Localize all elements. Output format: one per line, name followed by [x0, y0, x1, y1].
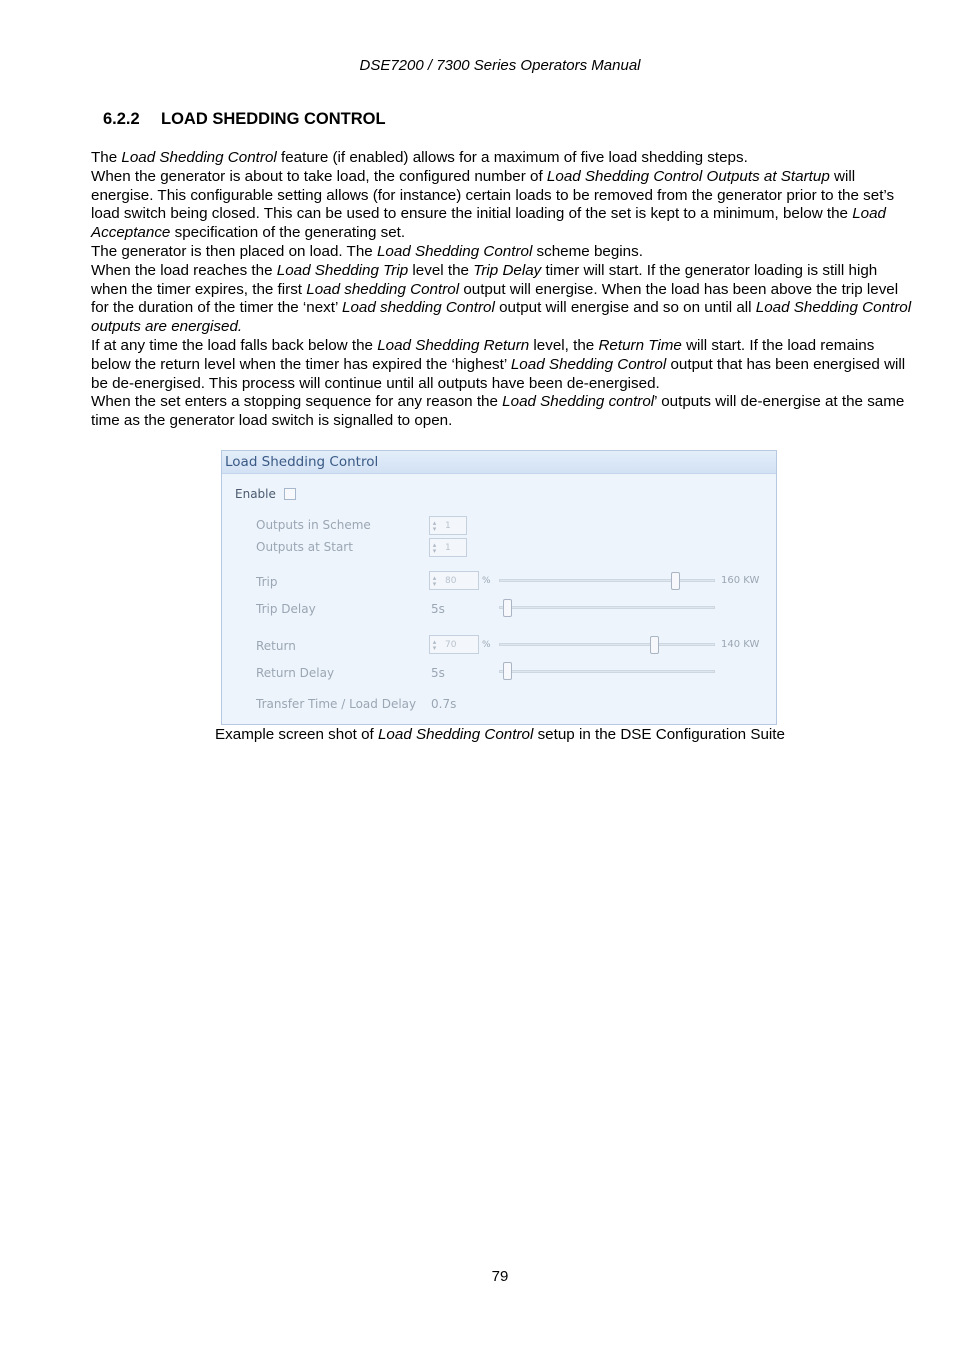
paragraph: The Load Shedding Control feature (if enabled) allows for a maximum of five load shedding steps.	[91, 149, 748, 166]
section-heading	[103, 110, 386, 129]
paragraph: When the generator is about to take load, the configured number of Load Shedding Control Outputs at Startup will energise. This configurable setting allows (for instance) certain loads to be removed from the generator prior to the set’s load switch being closed. This can be used to ensure the initial loading of the set is kept to a minimum, below the Load Acceptance specification of the generating set.	[91, 167, 895, 242]
return-value: 70	[445, 639, 457, 650]
spinner-arrows-icon: ▴ ▾	[432, 540, 437, 555]
section-number: 6.2.2	[103, 110, 140, 128]
trip-delay-label: Trip Delay	[256, 602, 316, 616]
return-kw: 140 KW	[721, 639, 760, 650]
outputs-at-start-spinner[interactable]	[429, 538, 467, 557]
paragraph: If at any time the load falls back below the Load Shedding Return level, the Return Time will start. If the load remains below the return level when the timer has expired the ‘highest’ Load Shedding Control output that has been energised will be de-energised. This process will continue until all outputs have been de-energised.	[91, 336, 906, 392]
load-shedding-panel	[221, 450, 777, 725]
spinner-arrows-icon: ▴ ▾	[432, 637, 437, 652]
document-header: DSE7200 / 7300 Series Operators Manual	[359, 57, 641, 74]
panel-title: Load Shedding Control	[222, 451, 776, 474]
transfer-time-label: Transfer Time / Load Delay	[256, 697, 417, 711]
transfer-time-value: 0.7s	[431, 697, 457, 711]
trip-spinner[interactable]	[429, 571, 479, 590]
outputs-in-scheme-spinner[interactable]	[429, 516, 467, 535]
outputs-in-scheme-value: 1	[445, 520, 451, 531]
outputs-in-scheme-label: Outputs in Scheme	[256, 518, 371, 532]
paragraph: When the load reaches the Load Shedding Trip level the Trip Delay timer will start. If the generator loading is still high when the timer expires, the first Load shedding Control output will energise. When the load has been above the trip level for the duration of the timer the ‘next’ Load shedding Control output will energise and so on until all Load Shedding Control outputs are energised.	[91, 261, 912, 336]
trip-delay-slider-track[interactable]	[499, 606, 715, 609]
trip-value: 80	[445, 575, 457, 586]
trip-slider-thumb[interactable]	[671, 572, 680, 590]
paragraph: When the set enters a stopping sequence for any reason the Load Shedding control’ outputs will de-energise at the same time as the generator load switch is signalled to open.	[91, 393, 905, 430]
enable-row	[235, 487, 296, 501]
return-label: Return	[256, 639, 296, 653]
body-text	[91, 149, 913, 431]
trip-slider-track[interactable]	[499, 579, 715, 582]
return-unit: %	[482, 640, 491, 650]
trip-delay-slider-thumb[interactable]	[503, 599, 512, 617]
spinner-arrows-icon: ▴ ▾	[432, 518, 437, 533]
trip-label: Trip	[256, 575, 278, 589]
return-delay-slider-track[interactable]	[499, 670, 715, 673]
enable-checkbox[interactable]	[284, 488, 296, 500]
spinner-arrows-icon: ▴ ▾	[432, 573, 437, 588]
return-slider-thumb[interactable]	[650, 636, 659, 654]
page-number: 79	[491, 1268, 509, 1285]
figure-caption: Example screen shot of Load Shedding Control setup in the DSE Configuration Suite	[215, 726, 785, 743]
return-spinner[interactable]	[429, 635, 479, 654]
outputs-at-start-label: Outputs at Start	[256, 540, 353, 554]
section-title: LOAD SHEDDING CONTROL	[161, 110, 386, 128]
return-delay-value: 5s	[431, 666, 445, 680]
outputs-at-start-value: 1	[445, 542, 451, 553]
return-delay-slider-thumb[interactable]	[503, 662, 512, 680]
trip-kw: 160 KW	[721, 575, 760, 586]
return-slider-track[interactable]	[499, 643, 715, 646]
trip-delay-value: 5s	[431, 602, 445, 616]
paragraph: The generator is then placed on load. The Load Shedding Control scheme begins.	[91, 242, 643, 260]
enable-label: Enable	[235, 487, 276, 501]
trip-unit: %	[482, 576, 491, 586]
return-delay-label: Return Delay	[256, 666, 335, 680]
